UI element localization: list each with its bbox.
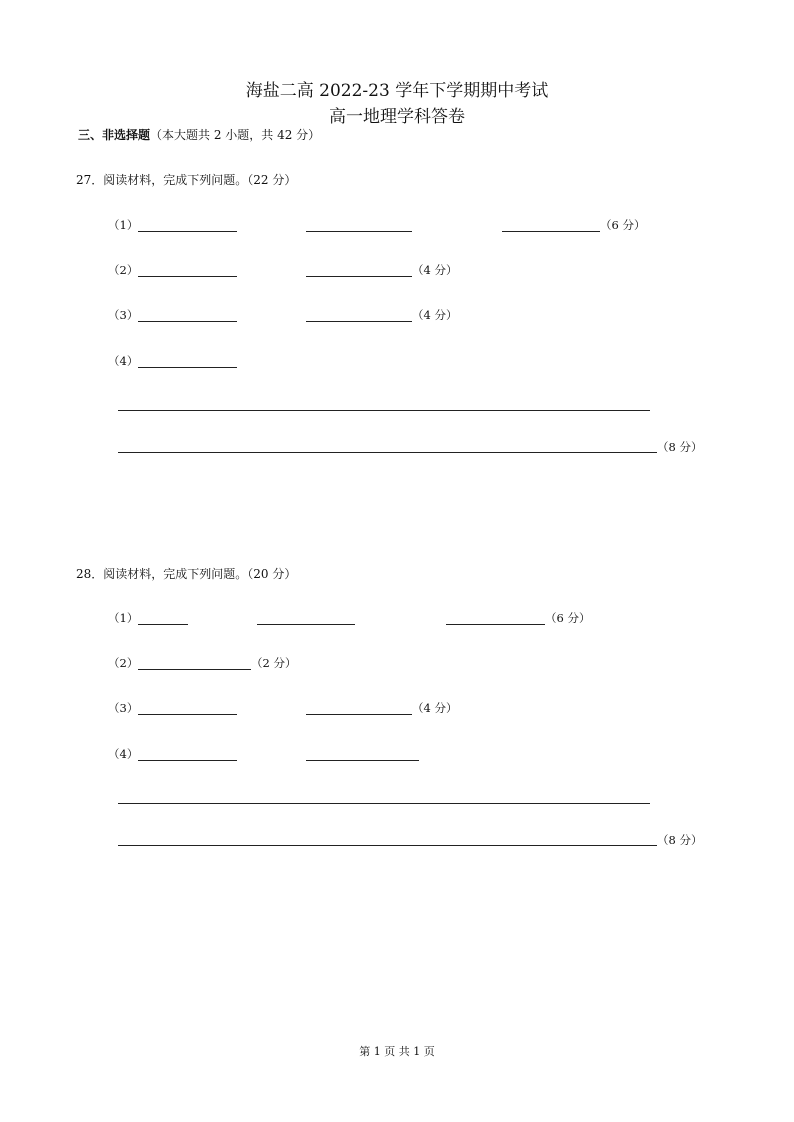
q28-part2-blank-1[interactable] [138, 669, 251, 670]
q27-part4-score: （8 分） [657, 440, 703, 454]
q28-part3-label: （3） [108, 701, 139, 715]
q28-part2-label: （2） [108, 656, 139, 670]
q27-part3-blank-1[interactable] [138, 321, 237, 322]
q28-part1-label: （1） [108, 611, 139, 625]
q28-part4-blank-1[interactable] [138, 760, 237, 761]
exam-title: 海盐二高 2022-23 学年下学期期中考试 [245, 81, 549, 101]
q27-part4-blank-1[interactable] [138, 367, 237, 368]
exam-subtitle: 高一地理学科答卷 [329, 107, 465, 127]
q27-part2-score: （4 分） [412, 263, 458, 277]
q27-part1-blank-1[interactable] [138, 231, 237, 232]
q28-part1-blank-2[interactable] [257, 624, 355, 625]
q28-part4-answer-line-2[interactable] [118, 845, 657, 846]
q28-part4-label: （4） [108, 747, 139, 761]
q27-part3-score: （4 分） [412, 308, 458, 322]
q27-part1-blank-3[interactable] [502, 231, 600, 232]
q28-part3-blank-2[interactable] [306, 714, 412, 715]
q27-part2-blank-2[interactable] [306, 276, 412, 277]
section-heading [78, 126, 320, 143]
q28-part2-score: （2 分） [251, 656, 297, 670]
q27-part2-blank-1[interactable] [138, 276, 237, 277]
section-title: 三、非选择题 [78, 128, 151, 142]
q27-part1-blank-2[interactable] [306, 231, 412, 232]
q28-part1-score: （6 分） [545, 611, 591, 625]
q28-part4-blank-2[interactable] [306, 760, 419, 761]
q28-part3-blank-1[interactable] [138, 714, 237, 715]
q27-part3-label: （3） [108, 308, 139, 322]
q27-part2-label: （2） [108, 263, 139, 277]
q28-prompt: 28．阅读材料，完成下列问题。（20 分） [76, 567, 297, 581]
q27-part1-score: （6 分） [600, 218, 646, 232]
q28-part3-score: （4 分） [412, 701, 458, 715]
q27-part1-label: （1） [108, 218, 139, 232]
q28-part1-blank-3[interactable] [446, 624, 545, 625]
q28-part4-score: （8 分） [657, 833, 703, 847]
q27-part4-label: （4） [108, 354, 139, 368]
q27-part4-answer-line-2[interactable] [118, 452, 657, 453]
q27-part4-answer-line-1[interactable] [118, 410, 650, 411]
q27-prompt: 27．阅读材料，完成下列问题。（22 分） [76, 173, 297, 187]
q27-part3-blank-2[interactable] [306, 321, 412, 322]
q28-part1-blank-1[interactable] [138, 624, 188, 625]
section-note: （本大题共 2 小题，共 42 分） [150, 128, 321, 142]
page-footer: 第 1 页 共 1 页 [359, 1045, 435, 1058]
q28-part4-answer-line-1[interactable] [118, 803, 650, 804]
